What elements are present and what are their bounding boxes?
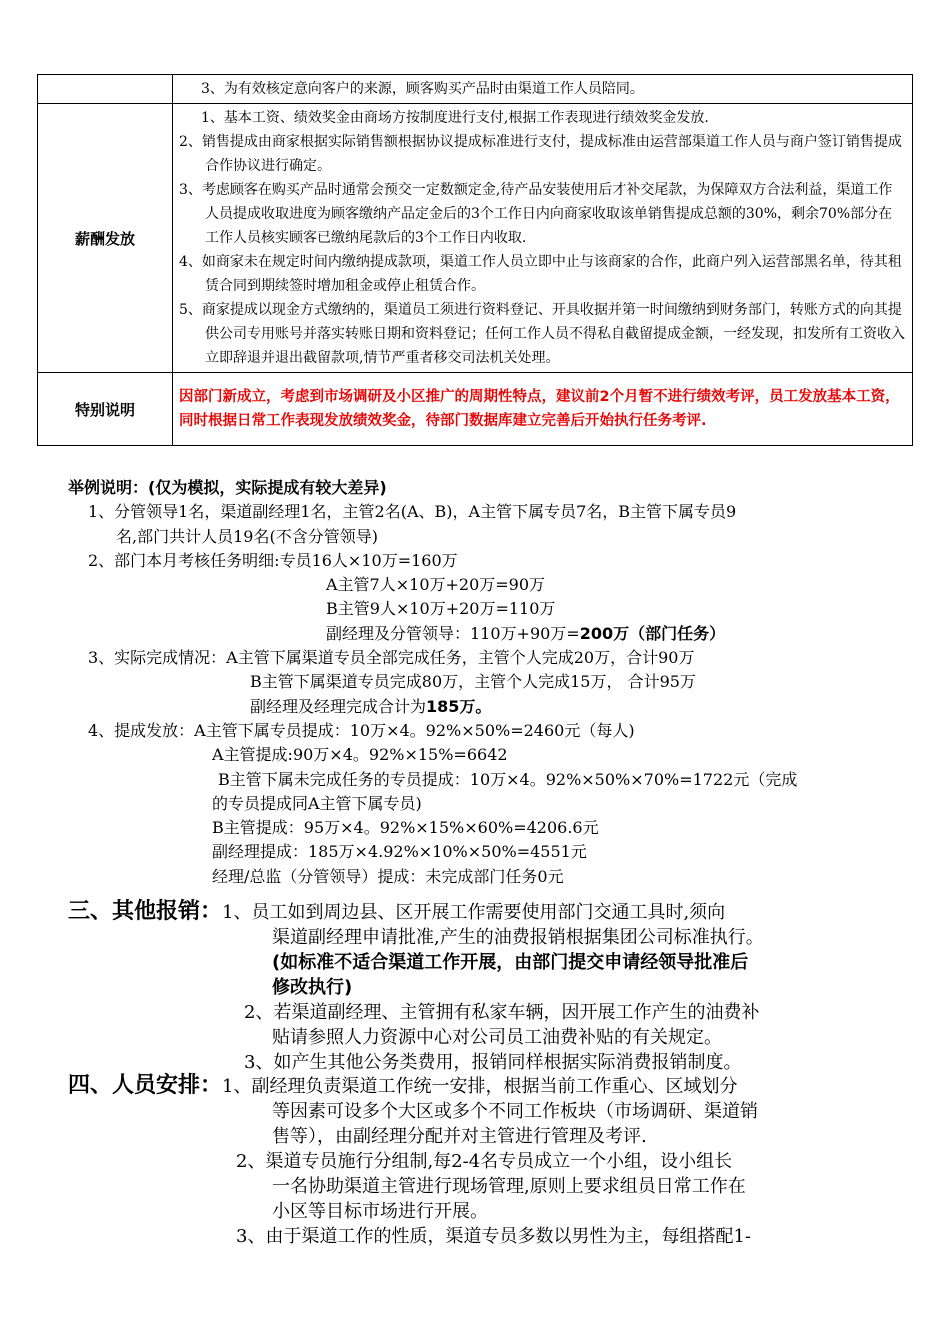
- actual-total: 185万。: [426, 696, 492, 716]
- example-line: 经理/总监（分管领导）提成：未完成部门任务0元: [212, 866, 564, 886]
- policy-table: [37, 74, 913, 446]
- special-note: 因部门新成立，考虑到市场调研及小区推广的周期性特点，建议前2个月暂不进行绩效考评，员工发放基本工资，同时根据日常工作表现发放绩效奖金，待部门数据库建立完善后开始执行任务考评.: [179, 389, 900, 429]
- special-content: [173, 373, 913, 446]
- example-line: A主管7人×10万+20万=90万: [326, 575, 546, 595]
- department-task-total: 200万（部门任务）: [579, 623, 726, 643]
- other-reimbursement-section: [68, 899, 908, 1075]
- list-item: 2、销售提成由商家根据实际销售额根据协议提成标准进行支付，提成标准由运营部渠道工作人员与商户签订销售提成合作协议进行确定。: [179, 134, 902, 174]
- section-line: 售等），由副经理分配并对主管进行管理及考评.: [272, 1126, 647, 1147]
- section-line: 修改执行): [272, 977, 353, 998]
- list-item: 5、商家提成以现金方式缴纳的，渠道员工须进行资料登记、开具收据并第一时间缴纳到财务部门，转账方式的向其提供公司专用账号并落实转账日期和资料登记；任何工作人员不得私自截留提成金额，一经发现，扣发所有工资收入立即辞退并退出截留款项,情节严重者移交司法机关处理。: [179, 302, 905, 366]
- section-line: 3、由于渠道工作的性质，渠道专员多数以男性为主，每组搭配1-: [236, 1226, 751, 1247]
- section-line: 渠道副经理申请批准,产生的油费报销根据集团公司标准执行。: [272, 927, 764, 948]
- empty-label-cell: [38, 75, 173, 104]
- table-row: [38, 104, 913, 373]
- example-line: A主管提成:90万×4。92%×15%=6642: [212, 745, 508, 765]
- section-line: 一名协助渠道主管进行现场管理,原则上要求组员日常工作在: [272, 1176, 746, 1197]
- staffing-section: [68, 1073, 908, 1249]
- section-line: (如标准不适合渠道工作开展，由部门提交申请经领导批准后: [272, 952, 749, 973]
- table-row: [38, 373, 913, 446]
- example-section: [68, 476, 908, 889]
- section-line: 等因素可设多个大区或多个不同工作板块（市场调研、渠道销: [272, 1101, 758, 1122]
- section-line: 贴请参照人力资源中心对公司员工油费补贴的有关规定。: [272, 1027, 722, 1048]
- list-item: 3、考虑顾客在购买产品时通常会预交一定数额定金,待产品安装使用后才补交尾款，为保障双方合法利益，渠道工作人员提成收取进度为顾客缴纳产品定金后的3个工作日内向商家收取该单销售提成总额的30%，剩余70%部分在工作人员核实顾客已缴纳尾款后的3个工作日内收取.: [179, 182, 893, 246]
- section-line: [68, 899, 908, 925]
- list-item: 4、如商家未在规定时间内缴纳提成款项，渠道工作人员立即中止与该商家的合作，此商户列入运营部黑名单，待其租赁合同到期续签时增加租金或停止租赁合作。: [179, 254, 902, 294]
- example-line: B主管下属未完成任务的专员提成：10万×4。92%×50%×70%=1722元（完成: [218, 769, 798, 789]
- example-line: B主管下属渠道专员完成80万，主管个人完成15万， 合计95万: [250, 672, 696, 692]
- example-line: 3、实际完成情况：A主管下属渠道专员全部完成任务，主管个人完成20万，合计90万: [88, 648, 695, 668]
- section-text: 1、副经理负责渠道工作统一安排，根据当前工作重心、区域划分: [222, 1076, 738, 1097]
- section-line: 2、若渠道副经理、主管拥有私家车辆，因开展工作产生的油费补: [244, 1002, 760, 1023]
- section-line: 3、如产生其他公务类费用，报销同样根据实际消费报销制度。: [244, 1052, 742, 1073]
- salary-label: 薪酬发放: [38, 104, 173, 373]
- table-row: [38, 75, 913, 104]
- section-heading: 四、人员安排：: [68, 1073, 223, 1098]
- example-line: 4、提成发放：A主管下属专员提成：10万×4。92%×50%=2460元（每人): [88, 720, 635, 740]
- example-line: 名,部门共计人员19名(不含分管领导): [116, 526, 378, 546]
- example-line: 2、部门本月考核任务明细:专员16人×10万=160万: [88, 550, 458, 570]
- example-title: 举例说明：(仅为模拟，实际提成有较大差异): [68, 478, 387, 497]
- example-line: [68, 695, 908, 719]
- section-heading: 三、其他报销：: [68, 899, 223, 924]
- list-item: 3、为有效核定意向客户的来源，顾客购买产品时由渠道工作人员陪同。: [201, 81, 644, 97]
- example-line: B主管提成：95万×4。92%×15%×60%=4206.6元: [212, 818, 599, 838]
- special-label: 特别说明: [38, 373, 173, 446]
- example-line: 副经理提成：185万×4.92%×10%×50%=4551元: [212, 842, 587, 862]
- section-line: [68, 1073, 908, 1099]
- example-text: 副经理及经理完成合计为: [250, 696, 427, 716]
- example-line: 1、分管领导1名，渠道副经理1名，主管2名(A、B)，A主管下属专员7名，B主管下属专员9: [88, 502, 737, 522]
- section-line: 2、渠道专员施行分组制,每2-4名专员成立一个小组，设小组长: [236, 1151, 733, 1172]
- example-line: B主管9人×10万+20万=110万: [326, 599, 556, 619]
- list-item: 1、基本工资、绩效奖金由商场方按制度进行支付,根据工作表现进行绩效奖金发放.: [201, 110, 709, 126]
- example-text: 副经理及分管领导：110万+90万=: [326, 623, 580, 643]
- table-cell: [173, 75, 913, 104]
- salary-content: [173, 104, 913, 373]
- section-text: 1、员工如到周边县、区开展工作需要使用部门交通工具时,须向: [222, 902, 726, 923]
- section-line: 小区等目标市场进行开展。: [272, 1201, 488, 1222]
- example-line: 的专员提成同A主管下属专员): [212, 793, 422, 813]
- example-line: [68, 622, 908, 646]
